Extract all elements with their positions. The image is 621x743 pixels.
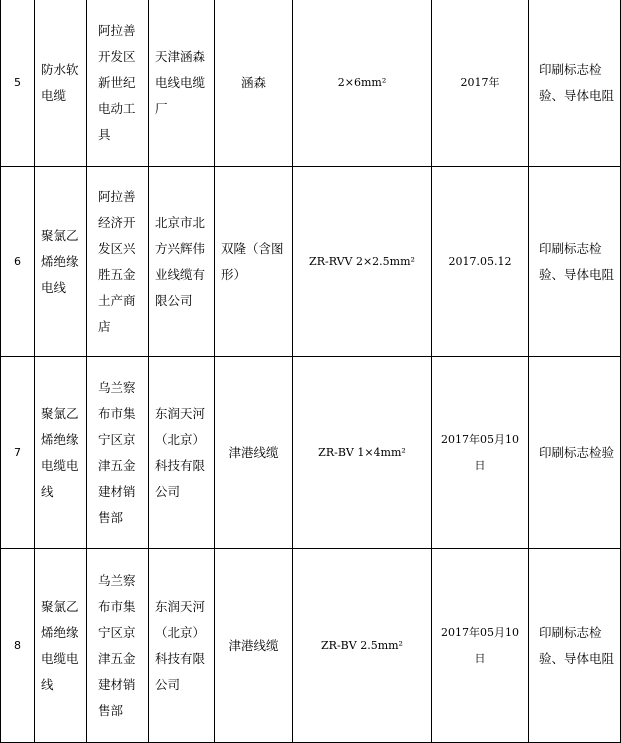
product-name: 聚氯乙烯绝缘电线 bbox=[35, 167, 87, 357]
inspection-items: 印刷标志检验、导体电阻 bbox=[529, 0, 621, 167]
seller-name: 阿拉善经济开发区兴胜五金土产商店 bbox=[87, 167, 149, 357]
brand-name: 津港线缆 bbox=[215, 549, 293, 743]
production-date: 2017.05.12 bbox=[432, 167, 529, 357]
spec-model: 2×6mm² bbox=[293, 0, 432, 167]
table-row bbox=[1, 357, 621, 549]
spec-model: ZR-RVV 2×2.5mm² bbox=[293, 167, 432, 357]
production-date: 2017年 bbox=[432, 0, 529, 167]
seller-name: 乌兰察布市集宁区京津五金建材销售部 bbox=[87, 549, 149, 743]
brand-name: 津港线缆 bbox=[215, 357, 293, 549]
seller-name: 乌兰察布市集宁区京津五金建材销售部 bbox=[87, 357, 149, 549]
brand-name: 双隆（含图形） bbox=[215, 167, 293, 357]
manufacturer-name: 东润天河（北京）科技有限公司 bbox=[149, 549, 215, 743]
row-number: 7 bbox=[1, 357, 35, 549]
spec-model: ZR-BV 2.5mm² bbox=[293, 549, 432, 743]
table-row bbox=[1, 549, 621, 743]
production-date: 2017年05月10日 bbox=[432, 549, 529, 743]
seller-name: 阿拉善开发区新世纪电动工具 bbox=[87, 0, 149, 167]
table-row bbox=[1, 0, 621, 167]
manufacturer-name: 天津涵森电线电缆厂 bbox=[149, 0, 215, 167]
inspection-items: 印刷标志检验、导体电阻 bbox=[529, 549, 621, 743]
product-name: 防水软电缆 bbox=[35, 0, 87, 167]
product-name: 聚氯乙烯绝缘电缆电线 bbox=[35, 549, 87, 743]
production-date: 2017年05月10日 bbox=[432, 357, 529, 549]
inspection-items: 印刷标志检验、导体电阻 bbox=[529, 167, 621, 357]
product-name: 聚氯乙烯绝缘电缆电线 bbox=[35, 357, 87, 549]
manufacturer-name: 东润天河（北京）科技有限公司 bbox=[149, 357, 215, 549]
row-number: 5 bbox=[1, 0, 35, 167]
inspection-items: 印刷标志检验 bbox=[529, 357, 621, 549]
row-number: 8 bbox=[1, 549, 35, 743]
row-number: 6 bbox=[1, 167, 35, 357]
spec-model: ZR-BV 1×4mm² bbox=[293, 357, 432, 549]
manufacturer-name: 北京市北方兴辉伟业线缆有限公司 bbox=[149, 167, 215, 357]
brand-name: 涵森 bbox=[215, 0, 293, 167]
table-row bbox=[1, 167, 621, 357]
